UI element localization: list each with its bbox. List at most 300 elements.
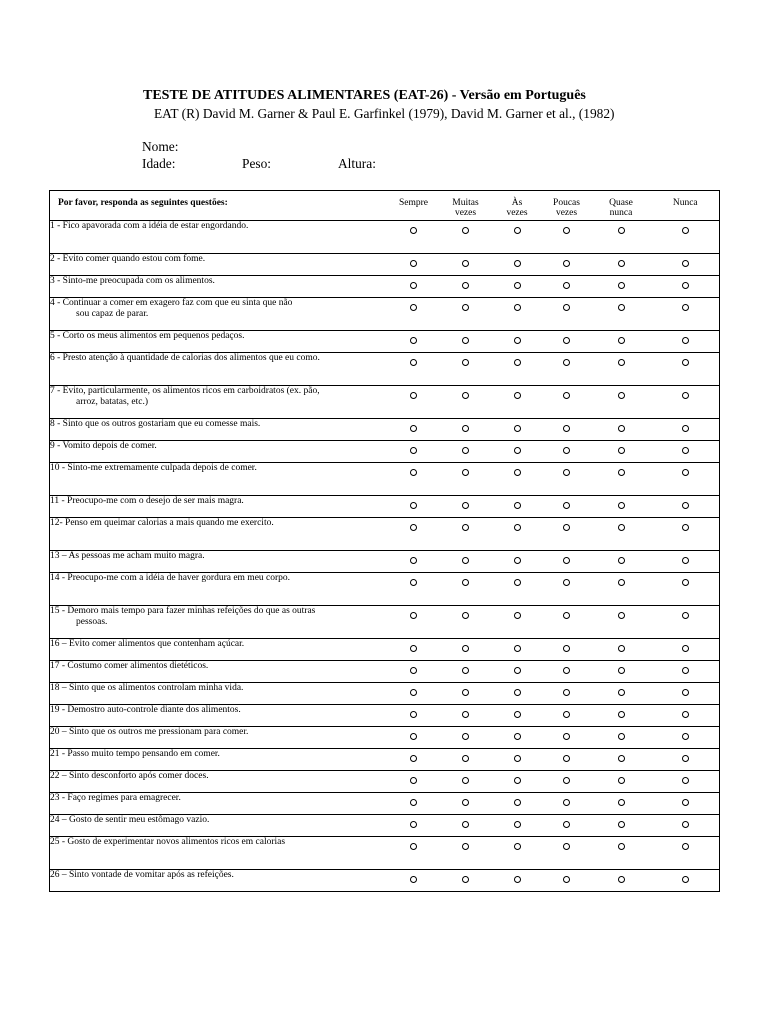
radio-option-icon[interactable]: [618, 447, 625, 454]
radio-option-icon[interactable]: [618, 260, 625, 267]
answer-option-cell: [492, 298, 543, 331]
answer-option-cell: [492, 419, 543, 441]
answer-option-cell: [652, 254, 720, 276]
answer-option-cell: [388, 573, 440, 606]
radio-option-icon[interactable]: [682, 689, 689, 696]
radio-option-icon[interactable]: [410, 667, 417, 674]
question-text: [50, 496, 388, 518]
radio-option-icon[interactable]: [682, 337, 689, 344]
answer-option-cell: [492, 727, 543, 749]
radio-option-icon[interactable]: [618, 711, 625, 718]
answer-option-cell: [492, 815, 543, 837]
radio-option-icon[interactable]: [410, 447, 417, 454]
answer-option-cell: [652, 870, 720, 892]
answer-option-cell: [440, 221, 492, 254]
answer-option-cell: [440, 298, 492, 331]
radio-option-icon[interactable]: [514, 260, 521, 267]
radio-option-icon[interactable]: [410, 392, 417, 399]
radio-option-icon[interactable]: [682, 667, 689, 674]
radio-option-icon[interactable]: [682, 799, 689, 806]
radio-option-icon[interactable]: [410, 689, 417, 696]
answer-option-cell: [543, 276, 591, 298]
radio-option-icon[interactable]: [563, 821, 570, 828]
answer-option-cell: [652, 298, 720, 331]
question-text: [50, 837, 388, 870]
answer-option-cell: [388, 551, 440, 573]
question-label: 5 - Corto os meus alimentos em pequenos pedaços.: [50, 331, 245, 341]
radio-option-icon[interactable]: [682, 843, 689, 850]
answer-option-cell: [591, 837, 652, 870]
answer-option-cell: [591, 518, 652, 551]
radio-option-icon[interactable]: [618, 843, 625, 850]
question-label: 3 - Sinto-me preocupada com os alimentos.: [50, 276, 215, 286]
radio-option-icon[interactable]: [514, 524, 521, 531]
radio-option-icon[interactable]: [462, 557, 469, 564]
answer-option-cell: [543, 815, 591, 837]
answer-option-cell: [652, 573, 720, 606]
radio-option-icon[interactable]: [563, 447, 570, 454]
answer-option-cell: [591, 815, 652, 837]
radio-option-icon[interactable]: [410, 843, 417, 850]
radio-option-icon[interactable]: [514, 777, 521, 784]
radio-option-icon[interactable]: [563, 612, 570, 619]
radio-option-icon[interactable]: [514, 282, 521, 289]
answer-option-cell: [652, 419, 720, 441]
radio-option-icon[interactable]: [462, 733, 469, 740]
question-text: [50, 705, 388, 727]
radio-option-icon[interactable]: [563, 337, 570, 344]
radio-option-icon[interactable]: [682, 227, 689, 234]
radio-option-icon[interactable]: [514, 304, 521, 311]
radio-option-icon[interactable]: [514, 392, 521, 399]
radio-option-icon[interactable]: [514, 667, 521, 674]
answer-option-cell: [543, 419, 591, 441]
answer-option-cell: [591, 331, 652, 353]
answer-option-cell: [388, 705, 440, 727]
radio-option-icon[interactable]: [462, 304, 469, 311]
radio-option-icon[interactable]: [682, 447, 689, 454]
question-text: [50, 771, 388, 793]
radio-option-icon[interactable]: [410, 733, 417, 740]
radio-option-icon[interactable]: [682, 304, 689, 311]
radio-option-icon[interactable]: [462, 711, 469, 718]
answer-option-cell: [652, 441, 720, 463]
radio-option-icon[interactable]: [462, 821, 469, 828]
radio-option-icon[interactable]: [410, 799, 417, 806]
radio-option-icon[interactable]: [618, 612, 625, 619]
instruction-header: Por favor, responda as seguintes questões:: [50, 191, 388, 221]
answer-option-cell: [388, 837, 440, 870]
question-row: [50, 463, 720, 496]
radio-option-icon[interactable]: [563, 645, 570, 652]
radio-option-icon[interactable]: [514, 612, 521, 619]
answer-option-cell: [591, 551, 652, 573]
answer-option-cell: [652, 551, 720, 573]
answer-option-cell: [492, 518, 543, 551]
radio-option-icon[interactable]: [410, 711, 417, 718]
answer-option-cell: [652, 639, 720, 661]
radio-option-icon[interactable]: [410, 282, 417, 289]
answer-option-cell: [388, 639, 440, 661]
radio-option-icon[interactable]: [563, 579, 570, 586]
radio-option-icon[interactable]: [514, 359, 521, 366]
radio-option-icon[interactable]: [618, 282, 625, 289]
question-label: 24 – Gosto de sentir meu estômago vazio.: [50, 815, 210, 825]
radio-option-icon[interactable]: [514, 876, 521, 883]
answer-option-cell: [440, 441, 492, 463]
radio-option-icon[interactable]: [682, 557, 689, 564]
radio-option-icon[interactable]: [462, 645, 469, 652]
radio-option-icon[interactable]: [682, 755, 689, 762]
answer-option-cell: [388, 661, 440, 683]
answer-option-cell: [543, 749, 591, 771]
answer-option-cell: [388, 276, 440, 298]
answer-option-cell: [652, 815, 720, 837]
radio-option-icon[interactable]: [514, 711, 521, 718]
radio-option-icon[interactable]: [514, 821, 521, 828]
radio-option-icon[interactable]: [618, 821, 625, 828]
answer-option-cell: [440, 551, 492, 573]
radio-option-icon[interactable]: [563, 304, 570, 311]
radio-option-icon[interactable]: [462, 447, 469, 454]
answer-option-cell: [492, 276, 543, 298]
column-header-line2: vezes: [555, 208, 578, 218]
radio-option-icon[interactable]: [410, 425, 417, 432]
column-header: [388, 191, 440, 221]
radio-option-icon[interactable]: [563, 282, 570, 289]
radio-option-icon[interactable]: [514, 502, 521, 509]
radio-option-icon[interactable]: [462, 755, 469, 762]
answer-option-cell: [543, 573, 591, 606]
radio-option-icon[interactable]: [682, 777, 689, 784]
radio-option-icon[interactable]: [682, 524, 689, 531]
radio-option-icon[interactable]: [410, 777, 417, 784]
radio-option-icon[interactable]: [618, 667, 625, 674]
radio-option-icon[interactable]: [462, 502, 469, 509]
radio-option-icon[interactable]: [618, 689, 625, 696]
answer-option-cell: [652, 837, 720, 870]
radio-option-icon[interactable]: [462, 260, 469, 267]
radio-option-icon[interactable]: [618, 557, 625, 564]
radio-option-icon[interactable]: [410, 876, 417, 883]
answer-option-cell: [591, 705, 652, 727]
radio-option-icon[interactable]: [462, 667, 469, 674]
radio-option-icon[interactable]: [410, 821, 417, 828]
column-header: [492, 191, 543, 221]
radio-option-icon[interactable]: [682, 876, 689, 883]
question-row: [50, 419, 720, 441]
radio-option-icon[interactable]: [682, 645, 689, 652]
radio-option-icon[interactable]: [618, 392, 625, 399]
answer-option-cell: [388, 870, 440, 892]
radio-option-icon[interactable]: [682, 469, 689, 476]
radio-option-icon[interactable]: [410, 337, 417, 344]
radio-option-icon[interactable]: [682, 612, 689, 619]
question-row: [50, 221, 720, 254]
answer-option-cell: [388, 793, 440, 815]
answer-option-cell: [591, 441, 652, 463]
answer-option-cell: [543, 221, 591, 254]
radio-option-icon[interactable]: [462, 876, 469, 883]
radio-option-icon[interactable]: [514, 755, 521, 762]
answer-option-cell: [591, 870, 652, 892]
radio-option-icon[interactable]: [563, 755, 570, 762]
question-label-continuation: sou capaz de parar.: [76, 309, 149, 319]
answer-option-cell: [652, 331, 720, 353]
radio-option-icon[interactable]: [514, 689, 521, 696]
answer-option-cell: [440, 331, 492, 353]
answer-option-cell: [591, 276, 652, 298]
answer-option-cell: [591, 749, 652, 771]
radio-option-icon[interactable]: [618, 524, 625, 531]
radio-option-icon[interactable]: [682, 711, 689, 718]
question-text: [50, 551, 388, 573]
radio-option-icon[interactable]: [514, 227, 521, 234]
radio-option-icon[interactable]: [563, 689, 570, 696]
answer-option-cell: [543, 793, 591, 815]
answer-option-cell: [543, 870, 591, 892]
column-header-line2: vezes: [454, 208, 477, 218]
answer-option-cell: [543, 639, 591, 661]
answer-option-cell: [492, 793, 543, 815]
column-header-line1: Nunca: [672, 198, 698, 208]
radio-option-icon[interactable]: [682, 260, 689, 267]
radio-option-icon[interactable]: [410, 227, 417, 234]
answer-option-cell: [492, 573, 543, 606]
question-label: 19 - Demostro auto-controle diante dos alimentos.: [50, 705, 241, 715]
radio-option-icon[interactable]: [618, 799, 625, 806]
radio-option-icon[interactable]: [410, 359, 417, 366]
radio-option-icon[interactable]: [618, 227, 625, 234]
radio-option-icon[interactable]: [618, 733, 625, 740]
radio-option-icon[interactable]: [618, 304, 625, 311]
radio-option-icon[interactable]: [563, 260, 570, 267]
answer-option-cell: [543, 386, 591, 419]
question-row: [50, 727, 720, 749]
radio-option-icon[interactable]: [462, 392, 469, 399]
radio-option-icon[interactable]: [618, 425, 625, 432]
question-text: [50, 441, 388, 463]
radio-option-icon[interactable]: [514, 579, 521, 586]
answer-option-cell: [440, 606, 492, 639]
question-row: [50, 870, 720, 892]
column-header: [440, 191, 492, 221]
answer-option-cell: [591, 573, 652, 606]
question-row: [50, 441, 720, 463]
radio-option-icon[interactable]: [618, 777, 625, 784]
answer-option-cell: [440, 353, 492, 386]
answer-option-cell: [652, 276, 720, 298]
radio-option-icon[interactable]: [410, 469, 417, 476]
radio-option-icon[interactable]: [462, 359, 469, 366]
name-label: Nome:: [142, 139, 179, 154]
radio-option-icon[interactable]: [563, 524, 570, 531]
question-label: 10 - Sinto-me extremamente culpada depois de comer.: [50, 463, 257, 473]
radio-option-icon[interactable]: [618, 502, 625, 509]
question-row: [50, 749, 720, 771]
radio-option-icon[interactable]: [618, 579, 625, 586]
answer-option-cell: [388, 606, 440, 639]
answer-option-cell: [492, 639, 543, 661]
radio-option-icon[interactable]: [682, 282, 689, 289]
answer-option-cell: [388, 683, 440, 705]
radio-option-icon[interactable]: [514, 469, 521, 476]
radio-option-icon[interactable]: [563, 711, 570, 718]
radio-option-icon[interactable]: [410, 260, 417, 267]
radio-option-icon[interactable]: [462, 425, 469, 432]
answer-option-cell: [652, 749, 720, 771]
question-text: [50, 353, 388, 386]
question-text: [50, 606, 388, 639]
radio-option-icon[interactable]: [410, 755, 417, 762]
radio-option-icon[interactable]: [682, 821, 689, 828]
question-text: [50, 749, 388, 771]
radio-option-icon[interactable]: [514, 447, 521, 454]
radio-option-icon[interactable]: [682, 579, 689, 586]
answer-option-cell: [492, 551, 543, 573]
question-label: 17 - Costumo comer alimentos dietéticos.: [50, 661, 209, 671]
radio-option-icon[interactable]: [514, 425, 521, 432]
radio-option-icon[interactable]: [514, 733, 521, 740]
radio-option-icon[interactable]: [410, 612, 417, 619]
question-label: 14 - Preocupo-me com a idéia de haver gordura em meu corpo.: [50, 573, 291, 583]
radio-option-icon[interactable]: [410, 645, 417, 652]
radio-option-icon[interactable]: [563, 667, 570, 674]
radio-option-icon[interactable]: [682, 425, 689, 432]
radio-option-icon[interactable]: [563, 876, 570, 883]
radio-option-icon[interactable]: [618, 469, 625, 476]
radio-option-icon[interactable]: [563, 733, 570, 740]
question-text: [50, 221, 388, 254]
answer-option-cell: [440, 771, 492, 793]
question-label-continuation: arroz, batatas, etc.): [76, 397, 148, 407]
answer-option-cell: [591, 298, 652, 331]
answer-option-cell: [440, 815, 492, 837]
radio-option-icon[interactable]: [682, 359, 689, 366]
radio-option-icon[interactable]: [410, 557, 417, 564]
answer-option-cell: [388, 298, 440, 331]
radio-option-icon[interactable]: [410, 304, 417, 311]
answer-option-cell: [440, 793, 492, 815]
radio-option-icon[interactable]: [563, 469, 570, 476]
question-row: [50, 298, 720, 331]
answer-option-cell: [440, 386, 492, 419]
radio-option-icon[interactable]: [462, 777, 469, 784]
radio-option-icon[interactable]: [563, 425, 570, 432]
radio-option-icon[interactable]: [618, 876, 625, 883]
answer-option-cell: [388, 221, 440, 254]
question-text: [50, 793, 388, 815]
answer-option-cell: [543, 727, 591, 749]
radio-option-icon[interactable]: [462, 579, 469, 586]
radio-option-icon[interactable]: [563, 502, 570, 509]
question-text: [50, 419, 388, 441]
radio-option-icon[interactable]: [563, 392, 570, 399]
radio-option-icon[interactable]: [462, 612, 469, 619]
answer-option-cell: [543, 705, 591, 727]
question-row: [50, 551, 720, 573]
column-header: [591, 191, 652, 221]
column-header-line2: vezes: [506, 208, 528, 218]
answer-option-cell: [652, 727, 720, 749]
radio-option-icon[interactable]: [563, 799, 570, 806]
question-label: 7 - Evito, particularmente, os alimentos ricos em carboidratos (ex. pão,: [50, 386, 320, 396]
question-label: 6 - Presto atenção à quantidade de calorias dos alimentos que eu como.: [50, 353, 320, 363]
answer-option-cell: [492, 463, 543, 496]
radio-option-icon[interactable]: [682, 392, 689, 399]
question-label: 2 - Evito comer quando estou com fome.: [50, 254, 206, 264]
radio-option-icon[interactable]: [462, 689, 469, 696]
answer-option-cell: [492, 353, 543, 386]
answer-option-cell: [543, 331, 591, 353]
radio-option-icon[interactable]: [618, 359, 625, 366]
radio-option-icon[interactable]: [462, 227, 469, 234]
answer-option-cell: [492, 221, 543, 254]
radio-option-icon[interactable]: [462, 337, 469, 344]
radio-option-icon[interactable]: [563, 843, 570, 850]
question-label: 8 - Sinto que os outros gostariam que eu comesse mais.: [50, 419, 261, 429]
answer-option-cell: [492, 749, 543, 771]
answer-option-cell: [543, 518, 591, 551]
radio-option-icon[interactable]: [462, 843, 469, 850]
radio-option-icon[interactable]: [563, 359, 570, 366]
radio-option-icon[interactable]: [563, 227, 570, 234]
radio-option-icon[interactable]: [410, 502, 417, 509]
answer-option-cell: [492, 331, 543, 353]
question-label: 12- Penso em queimar calorias a mais quando me exercito.: [50, 518, 274, 528]
answer-option-cell: [492, 386, 543, 419]
answer-option-cell: [388, 419, 440, 441]
question-row: [50, 815, 720, 837]
answer-option-cell: [440, 727, 492, 749]
radio-option-icon[interactable]: [682, 733, 689, 740]
radio-option-icon[interactable]: [462, 524, 469, 531]
question-label: 25 - Gosto de experimentar novos alimentos ricos em calorias: [50, 837, 286, 847]
question-text: [50, 518, 388, 551]
radio-option-icon[interactable]: [514, 645, 521, 652]
answer-option-cell: [492, 661, 543, 683]
radio-option-icon[interactable]: [514, 337, 521, 344]
radio-option-icon[interactable]: [563, 557, 570, 564]
radio-option-icon[interactable]: [462, 282, 469, 289]
question-row: [50, 254, 720, 276]
radio-option-icon[interactable]: [410, 524, 417, 531]
answer-option-cell: [652, 705, 720, 727]
answer-option-cell: [440, 496, 492, 518]
radio-option-icon[interactable]: [462, 799, 469, 806]
question-row: [50, 837, 720, 870]
answer-option-cell: [652, 463, 720, 496]
question-row: [50, 496, 720, 518]
radio-option-icon[interactable]: [618, 755, 625, 762]
answer-option-cell: [591, 221, 652, 254]
column-header: [652, 191, 720, 221]
radio-option-icon[interactable]: [514, 557, 521, 564]
radio-option-icon[interactable]: [618, 645, 625, 652]
answer-option-cell: [591, 254, 652, 276]
radio-option-icon[interactable]: [514, 843, 521, 850]
radio-option-icon[interactable]: [462, 469, 469, 476]
answer-option-cell: [492, 705, 543, 727]
radio-option-icon[interactable]: [563, 777, 570, 784]
radio-option-icon[interactable]: [682, 502, 689, 509]
answer-option-cell: [652, 221, 720, 254]
radio-option-icon[interactable]: [514, 799, 521, 806]
radio-option-icon[interactable]: [618, 337, 625, 344]
radio-option-icon[interactable]: [410, 579, 417, 586]
answer-option-cell: [591, 496, 652, 518]
question-text: [50, 386, 388, 419]
